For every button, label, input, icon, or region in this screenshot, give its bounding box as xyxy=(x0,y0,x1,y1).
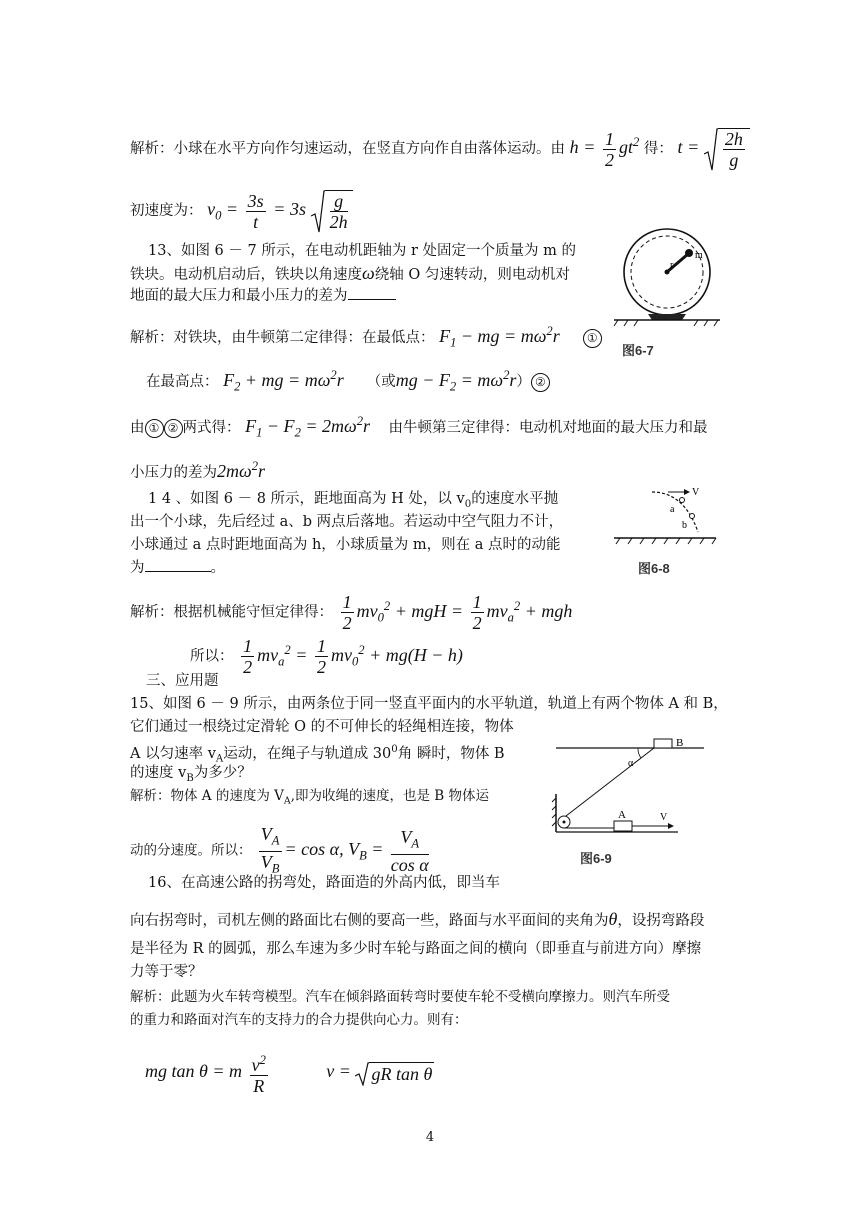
omega-symbol: ω xyxy=(362,263,375,283)
svg-text:V: V xyxy=(692,487,700,498)
svg-text:m: m xyxy=(695,250,703,261)
q14-analysis-line-1: 解析：根据机械能守恒定律得： $\frac{1}{2}$ $mv_0^2$ + mgH = $\frac{1}{2}$ $mv_a^2$ + mgh xyxy=(130,592,573,633)
q16-question-line-2: 向右拐弯时，司机左侧的路面比右侧的要高一些，路面与水平面间的夹角为θ，设拐弯路段 xyxy=(130,909,705,929)
q12-init-sqrt: $\frac{g}{2h}$ xyxy=(311,190,353,232)
q15-question-line-2: 它们通过一根绕过定滑轮 O 的不可伸长的轻绳相连接，物体 xyxy=(130,719,514,735)
q12-init-label: 初速度为： xyxy=(130,203,203,219)
svg-text:α: α xyxy=(628,758,634,769)
figure-6-9-caption: 图6-9 xyxy=(580,851,612,866)
svg-text:r: r xyxy=(670,260,674,271)
figure-6-7-caption: 图6-7 xyxy=(622,343,654,358)
q14-question-line-3: 小球通过 a 点时距地面高为 h，小球质量为 m，则在 a 点时的动能 xyxy=(130,537,561,553)
theta-symbol: θ xyxy=(608,909,618,929)
q12-formula-h: h xyxy=(569,137,579,157)
q15-analysis-line-1: 解析：物体 A 的速度为 $V_A$,即为收绳的速度，也是 B 物体运 xyxy=(130,788,489,807)
q14-question-line-4: 为 。 xyxy=(130,560,225,576)
q14-question-line-1: 1 4 、如图 6 － 8 所示，距地面高为 H 处，以 $v_0$的速度水平抛 xyxy=(148,491,559,510)
q16-formula-line: mg tan θ = m $\frac{v^2}{R}$ v = gR tan θ xyxy=(145,1050,434,1096)
q15-question-line-4: 的速度 $v_B$为多少？ xyxy=(130,765,252,784)
section-title-applied: 三、应用题 xyxy=(146,673,219,689)
q14-answer-blank xyxy=(145,571,211,572)
q12-analysis-line: 解析：小球在水平方向作匀速运动，在竖直方向作自由落体运动。由 h = $\frac{1}{2}$ $gt^2$ 得： t = $\frac{2h}{g}$ xyxy=(130,128,750,170)
q13-question-line-2: 铁块。电动机启动后，铁块以角速度ω绕轴 O 匀速转动，则电动机对 xyxy=(130,263,570,283)
svg-text:B: B xyxy=(676,737,684,749)
q12-formula-t: t xyxy=(677,137,683,157)
circled-1: ① xyxy=(583,329,602,348)
q13-question-line-3: 地面的最大压力和最小压力的差为 xyxy=(130,285,396,307)
figure-6-8-caption: 图6-8 xyxy=(638,561,670,576)
figure-6-9 xyxy=(548,734,708,844)
q13-analysis-line-1: 解析：对铁块，由牛顿第二定律得：在最低点： $F_1$ − mg = $m\omega^2r$ ① xyxy=(130,320,602,354)
q12-sqrt: $\frac{2h}{g}$ xyxy=(704,128,750,170)
figure-6-8 xyxy=(604,482,724,552)
q14-analysis-line-2: 所以： $\frac{1}{2}$ $mv_a^2$ = $\frac{1}{2}$ $mv_0^2 + mg(H - h)$ xyxy=(190,636,463,677)
q13-analysis-line-2: 在最高点： $F_2$ + mg = $m\omega^2r$ （或mg − $F_2 = m\omega^2r$） ② xyxy=(146,364,550,398)
q13-analysis-line-4: 小压力的差为$2m\omega^2r$ xyxy=(130,459,266,481)
q16-question-line-4: 力等于零？ xyxy=(130,964,203,980)
q14-question-line-2: 出一个小球，先后经过 a、b 两点后落地。若运动中空气阻力不计， xyxy=(130,514,564,530)
q16-question-line-1: 16、在高速公路的拐弯处，路面造的外高内低，即当车 xyxy=(148,875,500,891)
q15-question-line-3: A 以匀速率 $v_A$运动，在绳子与轨道成 $30^0$角 瞬时，物体 B xyxy=(130,744,505,765)
q12-analysis-text: 解析：小球在水平方向作匀速运动，在竖直方向作自由落体运动。由 xyxy=(130,141,565,157)
page-number: 4 xyxy=(425,1130,435,1145)
q12-initial-speed-line: 初速度为： $v_0$ = $\frac{3s}{t}$ = 3s $\frac{g}{2h}$ xyxy=(130,190,353,232)
q13-analysis-line-3: 由 ① ② 两式得： $F_1 - F_2 = 2m\omega^2r$ 由牛顿第三定律得：电动机对地面的最大压力和最 xyxy=(130,414,708,440)
q12-de-text: 得： xyxy=(643,141,673,157)
figure-6-7 xyxy=(612,228,722,328)
svg-text:V: V xyxy=(660,812,668,823)
q13-answer-blank xyxy=(348,299,396,300)
svg-text:a: a xyxy=(670,504,675,515)
q16-question-line-3: 是半径为 R 的圆弧，那么车速为多少时车轮与路面之间的横向（即垂直与前进方向）摩擦 xyxy=(130,941,702,957)
q16-analysis-line-2: 的重力和路面对汽车的支持力的合力提供向心力。则有： xyxy=(130,1012,468,1028)
q15-question-line-1: 15、如图 6 － 9 所示，由两条位于同一竖直平面内的水平轨道，轨道上有两个物体 A 和 B， xyxy=(130,696,728,712)
q15-analysis-line-2: 动的分速度。所以： $\frac{V_A}{V_B}$ = cos α, $V_B$ = $\frac{V_A}{\text{cos α}}$ xyxy=(130,824,429,876)
svg-text:b: b xyxy=(682,520,687,531)
svg-text:A: A xyxy=(618,809,626,821)
q16-analysis-line-1: 解析：此题为火车转弯模型。汽车在倾斜路面转弯时要使车轮不受横向摩擦力。则汽车所受 xyxy=(130,989,670,1005)
q13-question-line-1: 13、如图 6 － 7 所示，在电动机距轴为 r 处固定一个质量为 m 的 xyxy=(148,243,576,259)
